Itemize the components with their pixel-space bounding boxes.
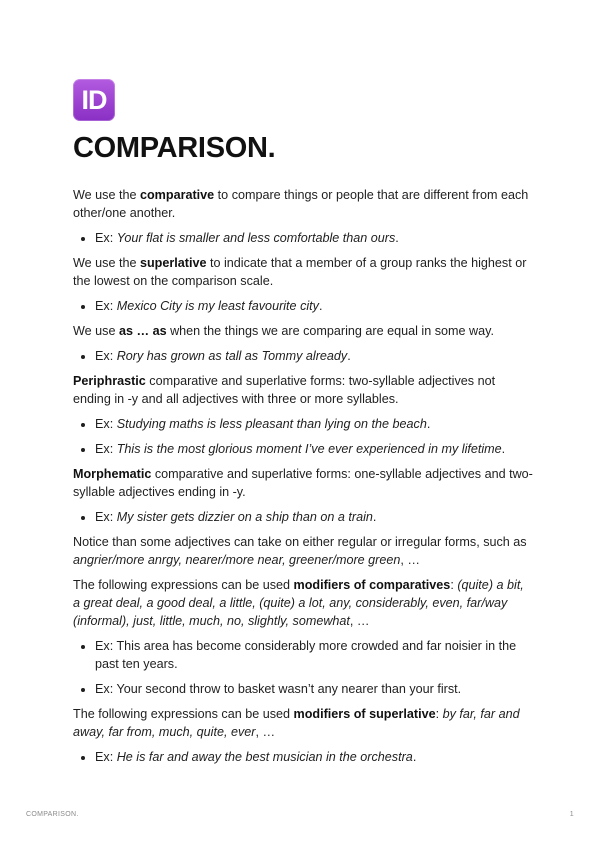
- paragraph-as-as: We use as … as when the things we are comparing are equal in some way.: [73, 323, 494, 338]
- example-list: [73, 637, 533, 698]
- example-item: • Ex: Studying maths is less pleasant than lying on the beach.: [95, 415, 533, 433]
- example-list: [73, 229, 533, 247]
- paragraph-modifiers-superlative: The following expressions can be used modifiers of superlative: by far, far and away, far from, much, quite, ever, …: [73, 706, 520, 739]
- example-item: • Ex: Mexico City is my least favourite city.: [95, 297, 533, 315]
- example-list: [73, 347, 533, 365]
- example-list: [73, 415, 533, 458]
- example-list: [73, 508, 533, 526]
- example-item: • Ex: My sister gets dizzier on a ship than on a train.: [95, 508, 533, 526]
- paragraph-superlative: We use the superlative to indicate that a member of a group ranks the highest or the lowest on the comparison scale.: [73, 255, 527, 288]
- example-list: [73, 297, 533, 315]
- example-item: • Ex: He is far and away the best musician in the orchestra.: [95, 748, 533, 766]
- paragraph-comparative: We use the comparative to compare things or people that are different from each other/one another.: [73, 187, 529, 220]
- page-number: 1: [569, 811, 574, 818]
- page-title: COMPARISON.: [73, 132, 276, 164]
- page-footer: [26, 811, 574, 818]
- example-item: • Ex: This is the most glorious moment I’ve ever experienced in my lifetime.: [95, 440, 533, 458]
- id-button-icon: [73, 79, 115, 121]
- footer-title: COMPARISON.: [26, 811, 79, 818]
- example-item: • Ex: Rory has grown as tall as Tommy already.: [95, 347, 533, 365]
- example-list: [73, 748, 533, 766]
- id-icon-label: ID: [81, 84, 107, 115]
- paragraph-periphrastic: Periphrastic comparative and superlative forms: two-syllable adjectives not ending in -y and all adjectives with three or more syllables.: [73, 373, 496, 406]
- example-item: • Ex: Your second throw to basket wasn’t any nearer than your first.: [95, 680, 533, 698]
- document-body: [73, 186, 533, 766]
- paragraph-morphematic: Morphematic comparative and superlative forms: one-syllable adjectives and two-syllable adjectives ending in -y.: [73, 466, 533, 499]
- document-page: [73, 79, 533, 773]
- paragraph-irregular: Notice than some adjectives can take on either regular or irregular forms, such as angrier/more anrgy, nearer/more near, greener/more green, …: [73, 534, 527, 567]
- example-item: • Ex: This area has become considerably more crowded and far noisier in the past ten years.: [95, 637, 533, 673]
- example-item: • Ex: Your flat is smaller and less comfortable than ours.: [95, 229, 533, 247]
- paragraph-modifiers-comparatives: The following expressions can be used modifiers of comparatives: (quite) a bit, a great deal, a good deal, a little, (quite) a lot, any, considerably, even, far/way (informal), just, little, much, no, slightly, somewhat, …: [73, 577, 524, 628]
